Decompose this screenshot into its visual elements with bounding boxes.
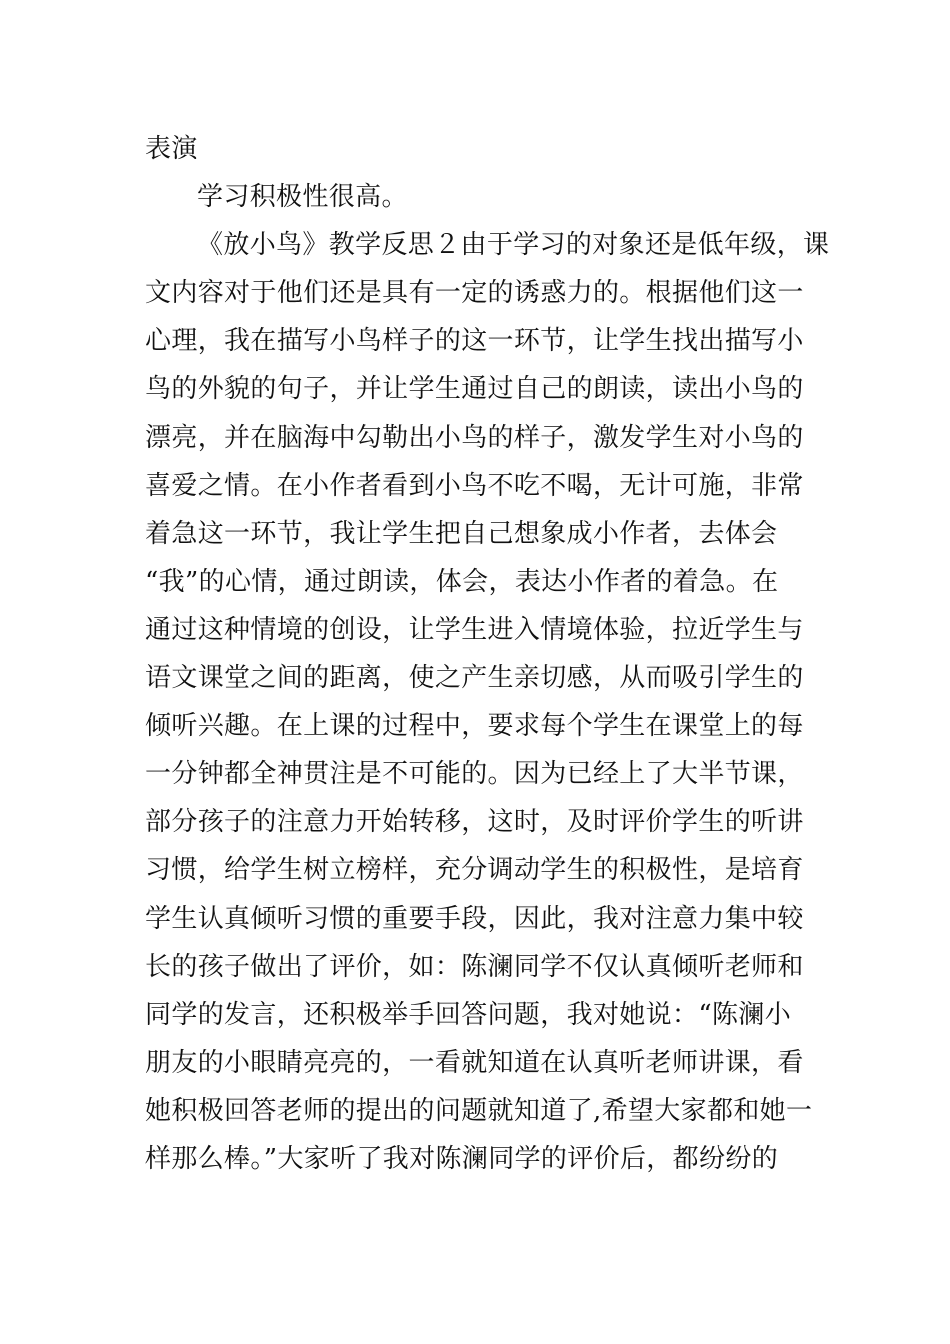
text-line-6: 鸟的外貌的句子，并让学生通过自己的朗读，读出小鸟的 — [145, 374, 804, 405]
text-line-1: 表演 — [145, 134, 198, 164]
text-line-9: 着急这一环节，我让学生把自己想象成小作者，去体会 — [145, 518, 778, 549]
text-line-15: 部分孩子的注意力开始转移，这时，及时评价学生的听讲 — [145, 807, 804, 838]
text-line-14: 一分钟都全神贯注是不可能的。因为已经上了大半节课， — [145, 759, 804, 790]
text-line-7: 漂亮，并在脑海中勾勒出小鸟的样子，激发学生对小鸟的 — [145, 422, 804, 453]
text-line-11: 通过这种情境的创设，让学生进入情境体验，拉近学生与 — [145, 614, 804, 645]
text-line-16: 习惯，给学生树立榜样，充分调动学生的积极性，是培育 — [145, 855, 804, 886]
text-line-22: 样那么棒。”大家听了我对陈澜同学的评价后，都纷纷的 — [145, 1143, 779, 1174]
text-line-13: 倾听兴趣。在上课的过程中，要求每个学生在课堂上的每 — [145, 711, 804, 742]
text-line-2: 学习积极性很高。 — [197, 182, 408, 213]
text-line-4: 文内容对于他们还是具有一定的诱惑力的。根据他们这一 — [145, 278, 804, 309]
text-line-17: 学生认真倾听习惯的重要手段，因此，我对注意力集中较 — [145, 903, 804, 934]
text-line-3: 《放小鸟》教学反思２由于学习的对象还是低年级，课 — [197, 230, 830, 261]
text-line-19: 同学的发言，还积极举手回答问题，我对她说：“陈澜小 — [145, 999, 792, 1030]
text-line-21: 她积极回答老师的提出的问题就知道了,希望大家都和她一 — [145, 1095, 813, 1126]
text-line-20: 朋友的小眼睛亮亮的，一看就知道在认真听老师讲课，看 — [145, 1047, 804, 1078]
text-line-5: 心理，我在描写小鸟样子的这一环节，让学生找出描写小 — [145, 326, 804, 357]
text-line-18: 长的孩子做出了评价，如：陈澜同学不仅认真倾听老师和 — [145, 951, 804, 982]
document-body — [145, 125, 830, 1183]
text-line-12: 语文课堂之间的距离，使之产生亲切感，从而吸引学生的 — [145, 663, 804, 694]
text-line-10: “我”的心情，通过朗读，体会，表达小作者的着急。在 — [145, 566, 779, 597]
text-line-8: 喜爱之情。在小作者看到小鸟不吃不喝，无计可施，非常 — [145, 470, 804, 501]
